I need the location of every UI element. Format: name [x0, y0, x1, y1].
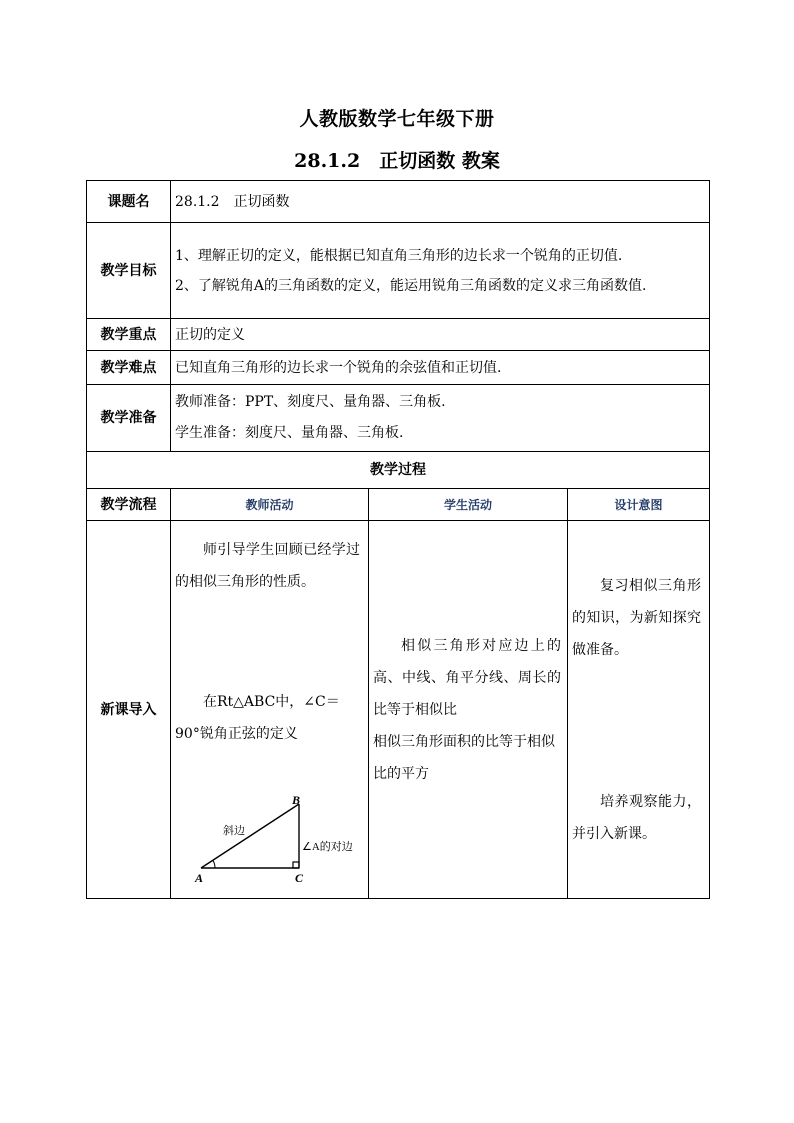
- label-goals: 教学目标: [87, 223, 171, 319]
- document-title: 人教版数学七年级下册: [299, 108, 495, 130]
- label-difficulty: 教学难点: [87, 351, 171, 385]
- student-activity: [369, 521, 568, 899]
- row-topic: [87, 181, 710, 223]
- header-design: 设计意图: [568, 489, 710, 521]
- prep-teacher: 教师准备：PPT、刻度尺、量角器、三角板.: [175, 394, 446, 410]
- teacher-step-2: 在Rt△ABC中，∠C＝90°锐角正弦的定义: [175, 693, 340, 742]
- opposite-side-label: ∠A的对边: [302, 840, 353, 853]
- vertex-a-label: A: [195, 870, 204, 885]
- teacher-activity: [171, 521, 369, 899]
- value-goals: [171, 223, 710, 319]
- value-key-point: 正切的定义: [171, 319, 710, 351]
- student-answer-2: 相似三角形面积的比等于相似比的平方: [373, 733, 555, 782]
- right-triangle-figure: [193, 792, 353, 886]
- row-goals: [87, 223, 710, 319]
- label-topic: 课题名: [87, 181, 171, 223]
- teacher-step-1: 师引导学生回顾已经学过的相似三角形的性质。: [175, 541, 360, 590]
- value-topic: 28.1.2 正切函数: [171, 181, 710, 223]
- goal-2: 2、了解锐角A的三角函数的定义，能运用锐角三角函数的定义求三角函数值.: [175, 277, 647, 294]
- vertex-c-label: C: [295, 870, 304, 885]
- process-section-title: 教学过程: [87, 452, 710, 489]
- header-teacher: 教师活动: [171, 489, 369, 521]
- header-student: 学生活动: [369, 489, 568, 521]
- row-new-lesson: [87, 521, 710, 899]
- student-answer-1: 相似三角形对应边上的高、中线、角平分线、周长的比等于相似比: [373, 637, 561, 718]
- vertex-b-label: B: [292, 792, 301, 807]
- design-intent-2: 培养观察能力，并引入新课。: [572, 793, 702, 842]
- row-preparation: [87, 385, 710, 452]
- prep-student: 学生准备：刻度尺、量角器、三角板.: [175, 425, 404, 441]
- row-key-point: [87, 319, 710, 351]
- header-flow: 教学流程: [87, 489, 171, 521]
- stage-new-lesson: 新课导入: [87, 521, 171, 899]
- lesson-plan-table: [86, 180, 710, 899]
- value-preparation: [171, 385, 710, 452]
- value-difficulty: 已知直角三角形的边长求一个锐角的余弦值和正切值.: [171, 351, 710, 385]
- design-intent: [568, 521, 710, 899]
- label-key-point: 教学重点: [87, 319, 171, 351]
- goal-1: 1、理解正切的定义，能根据已知直角三角形的边长求一个锐角的正切值.: [175, 247, 623, 264]
- row-process-title: [87, 452, 710, 489]
- lesson-title: 28.1.2 正切函数 教案: [294, 150, 500, 172]
- row-difficulty: [87, 351, 710, 385]
- row-process-headers: [87, 489, 710, 521]
- label-preparation: 教学准备: [87, 385, 171, 452]
- design-intent-1: 复习相似三角形的知识，为新知探究做准备。: [572, 577, 702, 658]
- hypotenuse-label: 斜边: [223, 824, 245, 837]
